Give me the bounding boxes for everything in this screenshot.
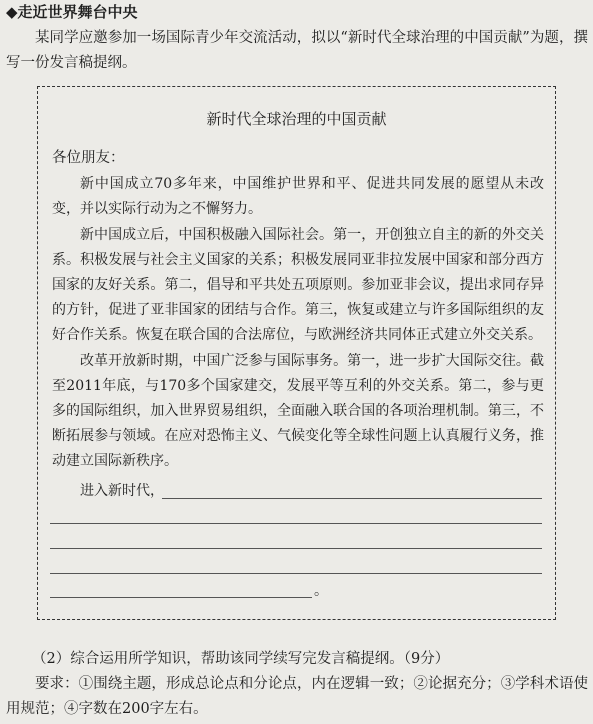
speech-title: 新时代全球治理的中国贡献 — [206, 110, 387, 128]
answer-blank-line-4[interactable] — [50, 573, 542, 574]
speech-end-mark: 。 — [314, 583, 328, 599]
question-prompt: （2）综合运用所学知识，帮助该同学续写完发言稿提纲。（9分） — [32, 651, 450, 667]
speech-outline-box — [37, 86, 556, 620]
speech-paragraph-1: 新中国成立70多年来，中国维护世界和平、促进共同发展的愿望从未改变，并以实际行动为之不懈努力。 — [52, 176, 544, 217]
speech-lead-in: 进入新时代， — [80, 483, 164, 499]
answer-blank-line-1[interactable] — [162, 498, 542, 499]
answer-blank-line-3[interactable] — [50, 548, 542, 549]
task-intro: 某同学应邀参加一场国际青少年交流活动，拟以“新时代全球治理的中国贡献”为题，撰写一份发言稿提纲。 — [6, 30, 588, 71]
answer-blank-line-5[interactable] — [50, 597, 312, 598]
answer-blank-line-2[interactable] — [50, 523, 542, 524]
speech-paragraph-2: 新中国成立后，中国积极融入国际社会。第一，开创独立自主的新的外交关系。积极发展与社会主义国家的关系；积极发展同亚非拉发展中国家和部分西方国家的友好关系。第二，倡导和平共处五项原则。参加亚非会议，提出求同存异的方针，促进了亚非国家的团结与合作。第三，恢复或建立与许多国际组织的友好合作关系。恢复在联合国的合法席位，与欧洲经济共同体正式建立外交关系。 — [52, 227, 544, 343]
section-heading: ◆走近世界舞台中央 — [6, 3, 138, 21]
speech-salutation: 各位朋友： — [52, 150, 125, 166]
speech-paragraph-3: 改革开放新时期，中国广泛参与国际事务。第一，进一步扩大国际交往。截至2011年底，与170多个国家建交，发展平等互利的外交关系。第二，参与更多的国际组织，加入世界贸易组织，全面融入联合国的各项治理机制。第三，不断拓展参与领域。在应对恐怖主义、气候变化等全球性问题上认真履行义务，推动建立国际新秩序。 — [52, 353, 544, 469]
answer-requirements: 要求：①围绕主题，形成总论点和分论点，内在逻辑一致；②论据充分；③学科术语使用规范；④字数在200字左右。 — [6, 676, 588, 717]
